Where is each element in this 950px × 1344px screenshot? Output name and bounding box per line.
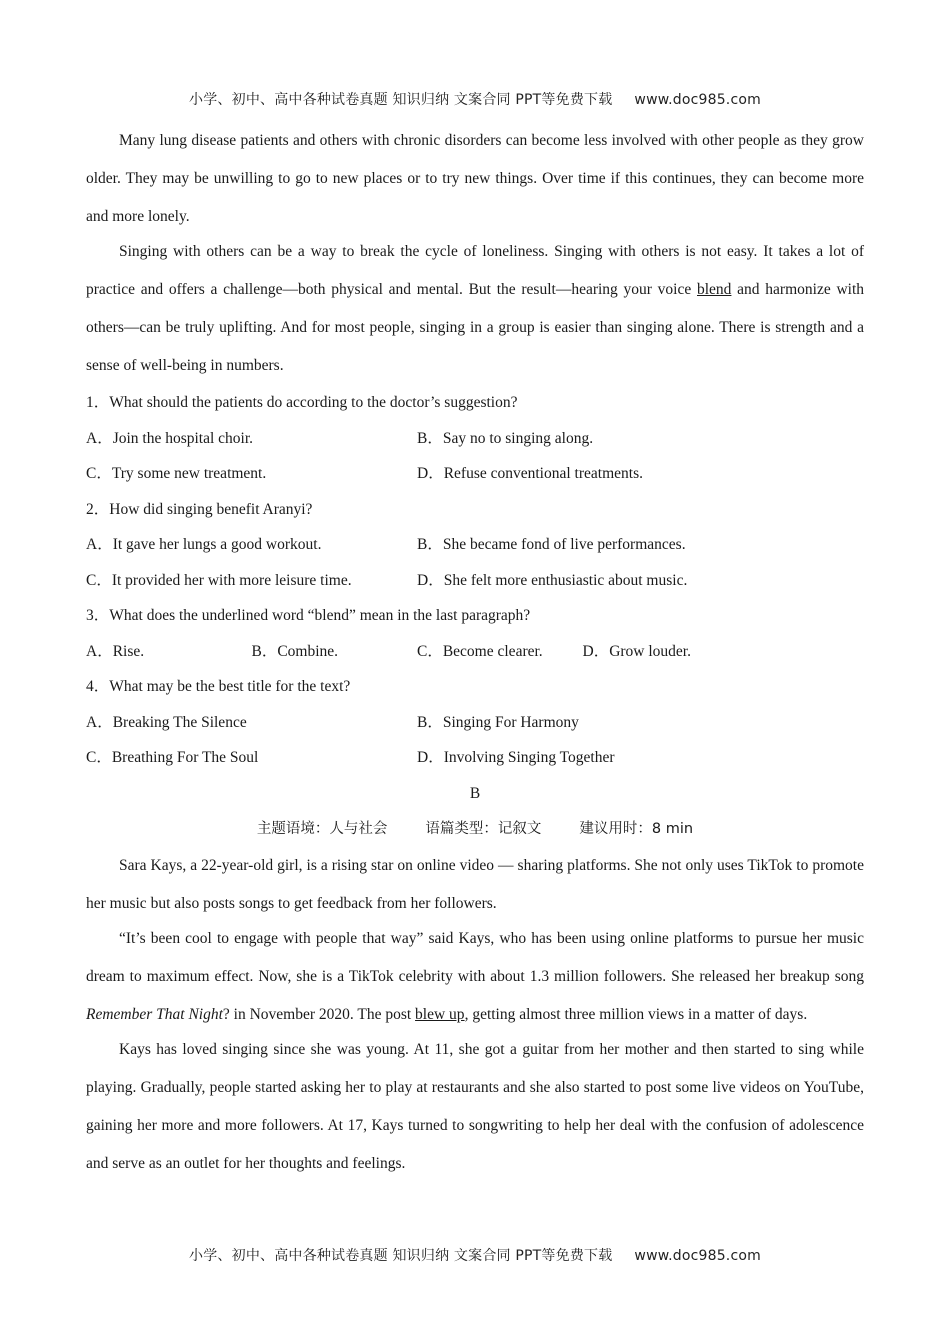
question-4-option-d: D．Involving Singing Together xyxy=(417,749,615,766)
section-b-meta xyxy=(86,811,864,847)
document-body xyxy=(86,122,864,1183)
question-4-option-c: C．Breathing For The Soul xyxy=(86,749,259,766)
question-2-option-d: D．She felt more enthusiastic about music. xyxy=(417,571,688,589)
question-2-option-a: A．It gave her lungs a good workout. xyxy=(86,536,322,553)
footer-text: 小学、初中、高中各种试卷真题 知识归纳 文案合同 PPT等免费下载 xyxy=(189,1248,613,1264)
question-3-stem: 3．What does the underlined word “blend” mean in the last paragraph? xyxy=(86,607,531,624)
question-4-option-a: A．Breaking The Silence xyxy=(86,713,247,731)
question-2-stem: 2．How did singing benefit Aranyi? xyxy=(86,500,313,518)
question-4-options-row-2 xyxy=(86,740,864,776)
question-3-options-row xyxy=(86,634,864,670)
question-4-options-row-1 xyxy=(86,705,864,741)
question-2-options-row-1 xyxy=(86,527,864,563)
question-2-option-c: C．It provided her with more leisure time. xyxy=(86,571,352,589)
question-1-option-b: B．Say no to singing along. xyxy=(417,429,594,447)
question-4-option-b: B．Singing For Harmony xyxy=(417,713,579,731)
question-3-option-d: D．Grow louder. xyxy=(582,642,691,660)
passage-a-paragraph-1: Many lung disease patients and others with chronic disorders can become less involved with other people as they grow older. They may be unwilling to go to new places or to try new things. Over time if this continues, they can become more and more lonely. xyxy=(86,132,864,225)
question-2-option-b: B．She became fond of live performances. xyxy=(417,536,686,553)
meta-text-type: 语篇类型：记叙文 xyxy=(425,821,542,837)
underlined-phrase-blew-up: blew up xyxy=(415,1005,465,1023)
page-header xyxy=(0,89,950,109)
question-1-option-d: D．Refuse conventional treatments. xyxy=(417,465,643,482)
header-url-link[interactable]: www.doc985.com xyxy=(634,92,761,108)
question-1-option-a: A．Join the hospital choir. xyxy=(86,429,254,447)
question-1-option-c: C．Try some new treatment. xyxy=(86,465,267,482)
question-2-options-row-2 xyxy=(86,563,864,599)
page-footer xyxy=(0,1245,950,1265)
passage-b-paragraph-1: Sara Kays, a 22-year-old girl, is a rising star on online video — sharing platforms. She not only uses TikTok to promote her music but also posts songs to get feedback from her followers. xyxy=(86,856,864,912)
section-b-label: B xyxy=(469,784,481,802)
passage-b-paragraph-3: Kays has loved singing since she was young. At 11, she got a guitar from her mother and then started to sing while playing. Gradually, people started asking her to play at restaurants and she also started to post some live videos on YouTube, gaining her more and more followers. At 17, Kays turned to songwriting to help her deal with the confusion of adolescence and serve as an outlet for her thoughts and feelings. xyxy=(86,1040,864,1172)
passage-a-paragraph-2: Singing with others can be a way to break the cycle of loneliness. Singing with others is not easy. It takes a lot of practice and offers a challenge—both physical and mental. But the result—hearing your voice blend and harmonize with others—can be truly uplifting. And for most people, singing in a group is easier than singing alone. There is strength and a sense of well-being in numbers. xyxy=(86,243,864,374)
meta-suggested-time: 建议用时：8 min xyxy=(579,821,694,837)
song-title: Remember That Night xyxy=(86,1005,223,1023)
question-4-stem: 4．What may be the best title for the text? xyxy=(86,678,351,695)
footer-url-link[interactable]: www.doc985.com xyxy=(634,1248,761,1264)
underlined-word-blend: blend xyxy=(697,281,732,298)
question-3-option-a: A．Rise. xyxy=(86,642,145,660)
question-1-options-row-2 xyxy=(86,456,864,492)
meta-theme: 主题语境：人与社会 xyxy=(256,821,388,837)
question-3-option-c: C．Become clearer. xyxy=(417,642,543,660)
question-3-option-b: B．Combine. xyxy=(251,642,339,660)
question-1-stem: 1．What should the patients do according to the doctor’s suggestion? xyxy=(86,394,518,411)
question-1-options-row-1 xyxy=(86,421,864,457)
passage-b-paragraph-2: “It’s been cool to engage with people that way” said Kays, who has been using online platforms to pursue her music dream to maximum effect. Now, she is a TikTok celebrity with about 1.3 million followers. She released her breakup song Remember That Night? in November 2020. The post blew up, getting almost three million views in a matter of days. xyxy=(86,929,864,1023)
header-text: 小学、初中、高中各种试卷真题 知识归纳 文案合同 PPT等免费下载 xyxy=(189,92,613,108)
